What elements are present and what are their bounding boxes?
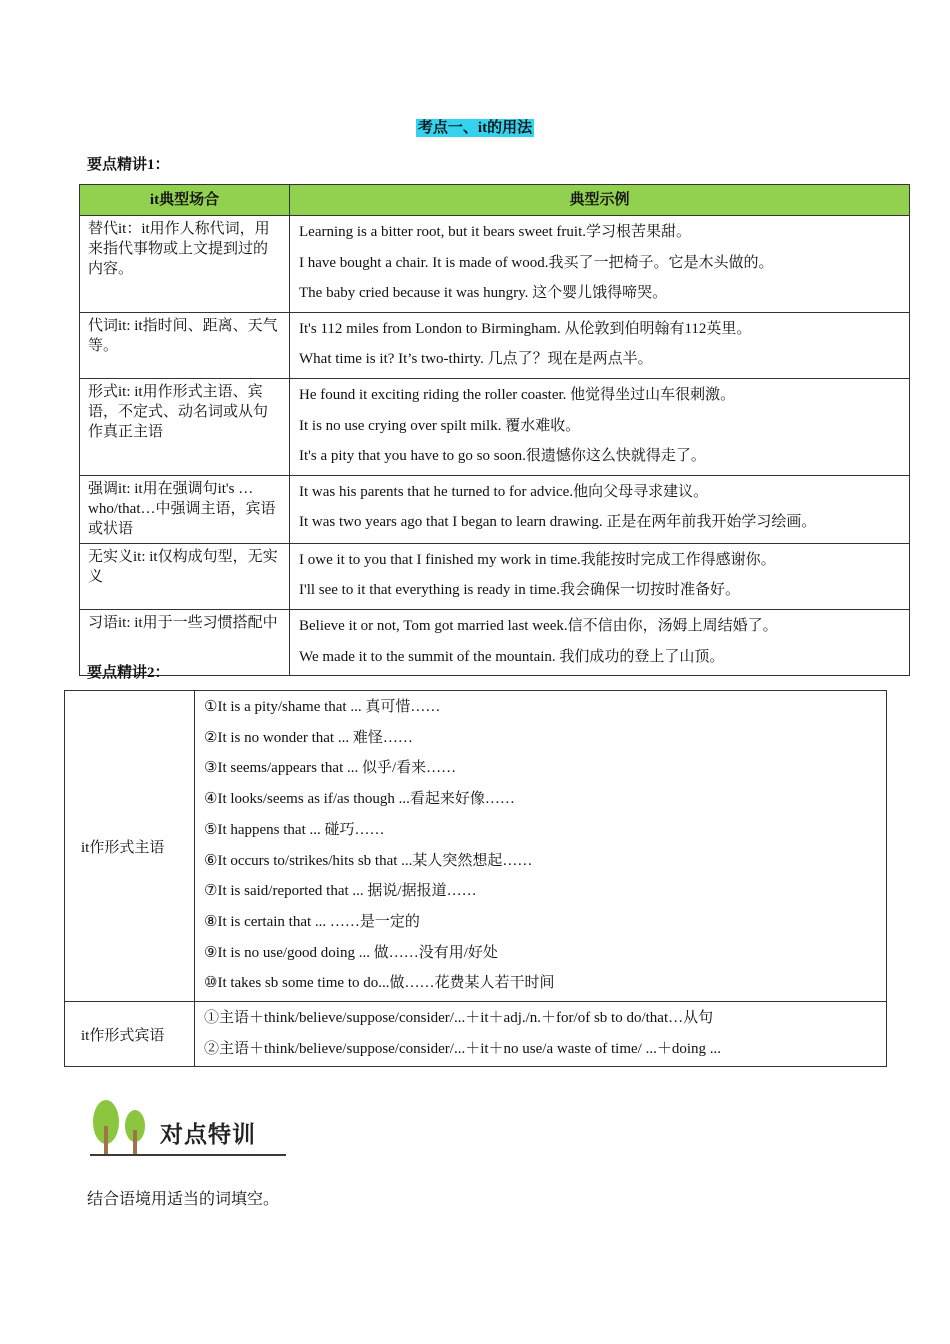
example-sentence: Learning is a bitter root, but it bears sweet fruit.学习根苦果甜。 — [299, 224, 692, 240]
row-examples — [290, 312, 910, 378]
table-row — [80, 378, 910, 475]
table-row — [80, 475, 910, 543]
header-cell-occasion: it典型场合 — [80, 185, 290, 216]
header-cell-examples: 典型示例 — [290, 185, 910, 216]
pattern-item: ⑧It is certain that ... ……是一定的 — [204, 913, 420, 930]
example-sentence: I'll see to it that everything is ready in time.我会确保一切按时准备好。 — [299, 582, 740, 599]
row-label: 强调it: it用在强调句it's …who/that…中强调主语，宾语或状语 — [80, 475, 290, 543]
pattern-item: ⑥It occurs to/strikes/hits sb that ...某人突然想起…… — [204, 852, 533, 869]
example-sentence: What time is it? It’s two-thirty. 几点了？现在是两点半。 — [299, 351, 653, 368]
page-title — [0, 116, 950, 137]
pattern-item: ③It seems/appears that ... 似乎/看来…… — [204, 760, 457, 777]
table-row — [65, 1002, 887, 1067]
row-label: 代词it: it指时间、距离、天气等。 — [80, 312, 290, 378]
table-row — [80, 609, 910, 675]
table-row — [80, 543, 910, 609]
row-label: 无实义it: it仅构成句型，无实义 — [80, 543, 290, 609]
row-label: 习语it: it用于一些习惯搭配中 — [80, 609, 290, 675]
row-examples — [290, 378, 910, 475]
section1-label: 要点精讲1： — [87, 157, 170, 173]
section2-label: 要点精讲2： — [87, 665, 170, 681]
pattern-item: ⑩It takes sb some time to do...做……花费某人若干时间 — [204, 975, 555, 992]
example-sentence: It's a pity that you have to go so soon.很遗憾你这么快就得走了。 — [299, 448, 706, 465]
it-usage-table — [79, 184, 910, 676]
table-row — [65, 691, 887, 1002]
example-sentence: It's 112 miles from London to Birmingham. 从伦敦到伯明翰有112英里。 — [299, 320, 752, 337]
logo-underline — [90, 1154, 286, 1156]
row-examples — [195, 691, 887, 1002]
pattern-item: ②主语＋think/believe/suppose/consider/...＋it＋no use/a waste of time/ ...＋doing ... — [204, 1040, 722, 1057]
row-examples — [290, 543, 910, 609]
logo-text: 对点特训 — [160, 1122, 256, 1148]
pattern-item: ⑨It is no use/good doing ... 做……没有用/好处 — [204, 944, 498, 961]
example-sentence: He found it exciting riding the roller coaster. 他觉得坐过山车很刺激。 — [299, 386, 736, 403]
example-sentence: I have bought a chair. It is made of wood.我买了一把椅子。它是木头做的。 — [299, 254, 774, 271]
pattern-item: ⑦It is said/reported that ... 据说/据报道…… — [204, 883, 477, 900]
table-row — [80, 216, 910, 313]
example-sentence: We made it to the summit of the mountain. 我们成功的登上了山顶。 — [299, 648, 725, 665]
row-label: 形式it: it用作形式主语、宾语，不定式、动名词或从句作真正主语 — [80, 378, 290, 475]
pattern-item: ④It looks/seems as if/as though ...看起来好像…… — [204, 791, 515, 808]
pattern-item: ①主语＋think/believe/suppose/consider/...＋it＋adj./n.＋for/of sb to do/that…从句 — [204, 1010, 714, 1027]
example-sentence: It was his parents that he turned to for advice.他向父母寻求建议。 — [299, 483, 709, 500]
exercise-instruction: 结合语境用适当的词填空。 — [87, 1191, 280, 1208]
row-examples — [290, 216, 910, 313]
row-label: it作形式主语 — [65, 691, 195, 1002]
table-header-row — [80, 185, 910, 216]
pattern-item: ⑤It happens that ... 碰巧…… — [204, 821, 385, 838]
row-examples — [290, 609, 910, 675]
pattern-item: ②It is no wonder that ... 难怪…… — [204, 729, 413, 746]
row-examples — [290, 475, 910, 543]
row-label: it作形式宾语 — [65, 1002, 195, 1067]
pattern-item: ①It is a pity/shame that ... 真可惜…… — [204, 699, 441, 715]
it-formal-table — [64, 690, 887, 1067]
example-sentence: It was two years ago that I began to learn drawing. 正是在两年前我开始学习绘画。 — [299, 514, 817, 531]
example-sentence: I owe it to you that I finished my work in time.我能按时完成工作得感谢你。 — [299, 551, 776, 568]
example-sentence: The baby cried because it was hungry. 这个婴儿饿得啼哭。 — [299, 285, 668, 302]
table-row — [80, 312, 910, 378]
row-label: 替代it：it用作人称代词，用来指代事物或上文提到过的内容。 — [80, 216, 290, 313]
tree-icon — [88, 1098, 158, 1154]
section-logo — [88, 1098, 288, 1158]
example-sentence: It is no use crying over spilt milk. 覆水难收。 — [299, 417, 581, 434]
example-sentence: Believe it or not, Tom got married last week.信不信由你，汤姆上周结婚了。 — [299, 617, 778, 634]
title-text: 考点一、it的用法 — [417, 120, 533, 136]
row-examples — [195, 1002, 887, 1067]
